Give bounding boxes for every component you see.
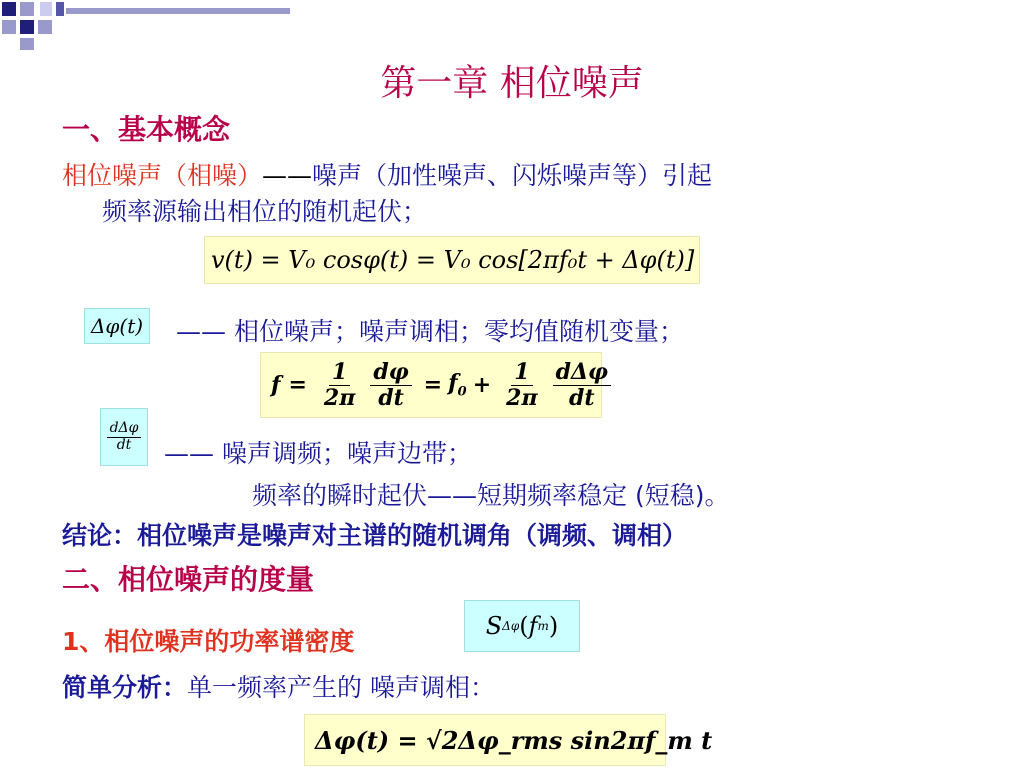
eq2-equals-2: = <box>423 372 443 398</box>
eq2-frac-1-den: 2π <box>323 384 356 411</box>
equation-phase-noise-text: Δφ(t) = √2Δφ_rms sin2πf_m t <box>315 725 713 755</box>
eq2-frac-2-den: dt <box>378 384 404 411</box>
equation-signal-text: v(t) = V₀ cosφ(t) = V₀ cos[2πf₀t + Δφ(t)] <box>211 246 695 274</box>
eq2-frac-1 <box>321 360 358 409</box>
psd-f: f <box>528 612 538 640</box>
desc-delta-phi: —— 相位噪声；噪声调相；零均值随机变量； <box>176 317 684 346</box>
psd-fsub: m <box>537 619 549 633</box>
analysis-label: 简单分析： <box>62 673 188 702</box>
symbol-ddphi-den: dt <box>116 436 132 453</box>
eq2-frac-4 <box>553 360 611 409</box>
symbol-d-delta-phi-dt <box>100 408 148 466</box>
eq2-frac-4-num: dΔφ <box>553 360 611 385</box>
symbol-delta-phi-text: Δφ(t) <box>90 314 144 338</box>
slide-title: 第一章 相位噪声 <box>380 63 644 104</box>
symbol-delta-phi <box>84 308 150 344</box>
analysis-line <box>62 668 495 704</box>
section-heading-basic-concept: 一、基本概念 <box>62 113 231 146</box>
eq2-frac-4-den: dt <box>568 384 595 411</box>
equation-frequency <box>260 352 608 418</box>
eq2-f0: $f_0$ <box>448 370 467 400</box>
eq2-frac-2-num: dφ <box>370 360 411 385</box>
definition-line-1 <box>62 156 712 192</box>
symbol-psd: S Δφ ( f m ) <box>464 600 580 652</box>
definition-term: 相位噪声（相噪） <box>62 161 263 190</box>
symbol-ddphi-frac <box>107 421 142 453</box>
eq2-plus: + <box>472 372 492 398</box>
desc-ddphi-line-1: —— 噪声调频；噪声边带； <box>164 439 472 468</box>
desc-ddphi-line-2: 频率的瞬时起伏——短期频率稳定 (短稳)。 <box>252 481 730 510</box>
equation-phase-noise <box>304 714 713 766</box>
analysis-text: 单一频率产生的 噪声调相： <box>187 673 495 702</box>
psd-sub: Δφ <box>502 619 520 633</box>
definition-line-2: 频率源输出相位的随机起伏； <box>102 197 428 226</box>
definition-text-1: 噪声（加性噪声、闪烁噪声等）引起 <box>312 161 713 190</box>
psd-S: S <box>485 612 503 640</box>
sub-heading-psd: 1、相位噪声的功率谱密度 <box>62 627 355 656</box>
section-heading-measurement: 二、相位噪声的度量 <box>62 563 315 596</box>
conclusion: 结论：相位噪声是噪声对主谱的随机调角（调频、调相） <box>62 521 688 550</box>
eq2-frac-2 <box>370 360 411 409</box>
eq2-equals-1: = <box>288 372 307 398</box>
symbol-ddphi-num: dΔφ <box>107 421 142 437</box>
eq2-frac-3-den: 2π <box>506 384 538 411</box>
eq2-f: f <box>271 372 281 398</box>
eq2-frac-3 <box>503 360 540 409</box>
eq2-frac-3-num: 1 <box>511 360 532 385</box>
definition-dash: —— <box>262 161 313 190</box>
eq2-frac-1-num: 1 <box>329 360 350 385</box>
corner-decoration <box>0 0 290 52</box>
equation-signal <box>204 236 700 284</box>
